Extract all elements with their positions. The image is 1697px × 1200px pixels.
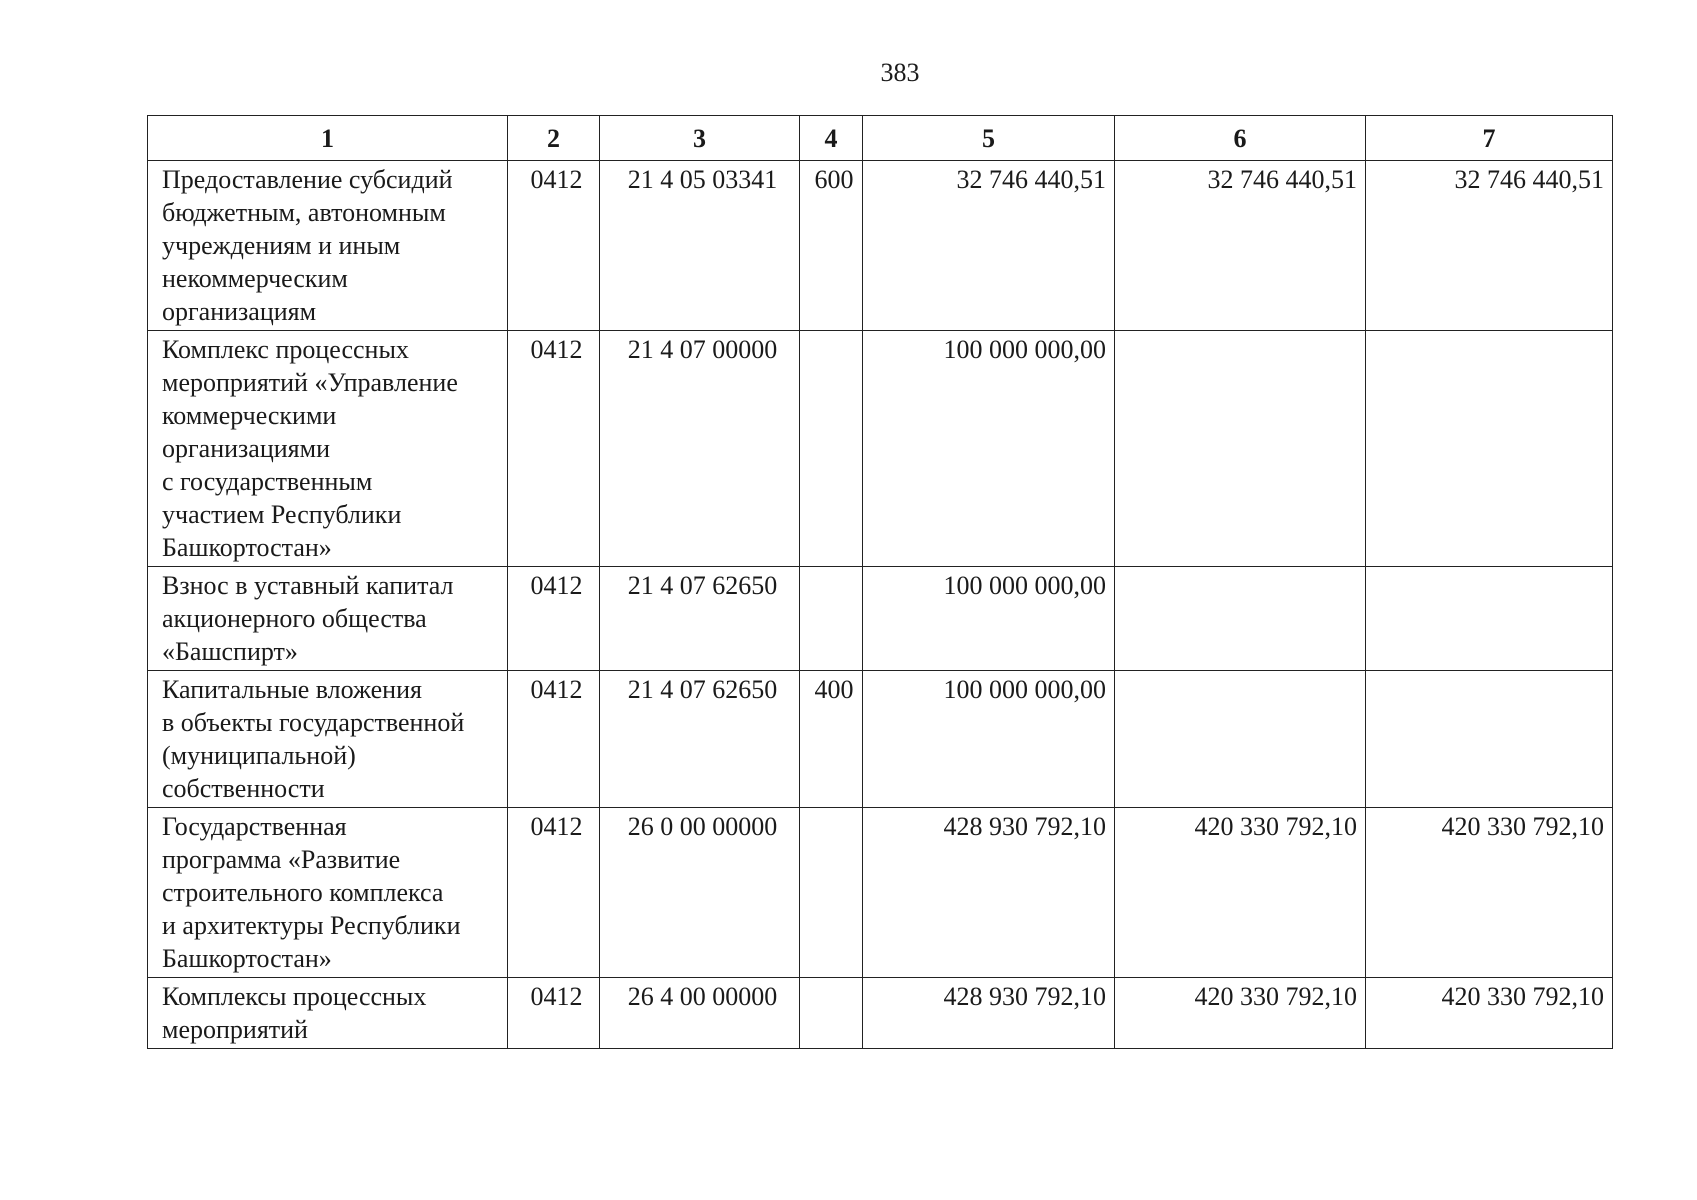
row-amount-col5: 32 746 440,51 [863, 161, 1115, 331]
row-expense-type: 600 [800, 161, 863, 331]
row-amount-col5: 428 930 792,10 [863, 808, 1115, 978]
row-name: Комплексы процессных мероприятий [148, 978, 508, 1049]
row-expense-type [800, 808, 863, 978]
table-row [148, 161, 1613, 331]
row-section-code: 0412 [508, 808, 600, 978]
header-col-6: 6 [1115, 116, 1366, 161]
table-row [148, 331, 1613, 567]
row-amount-col7: 420 330 792,10 [1366, 978, 1613, 1049]
row-amount-col7 [1366, 567, 1613, 671]
budget-table [147, 115, 1613, 1049]
row-target-code: 21 4 07 62650 [600, 567, 800, 671]
row-target-code: 26 0 00 00000 [600, 808, 800, 978]
row-amount-col5: 100 000 000,00 [863, 331, 1115, 567]
header-col-1: 1 [148, 116, 508, 161]
table-row [148, 567, 1613, 671]
row-expense-type: 400 [800, 671, 863, 808]
row-section-code: 0412 [508, 161, 600, 331]
row-name: Государственная программа «Развитие строительного комплекса и архитектуры Республики Башкортостан» [148, 808, 508, 978]
row-amount-col7: 32 746 440,51 [1366, 161, 1613, 331]
row-amount-col6: 420 330 792,10 [1115, 978, 1366, 1049]
row-target-code: 21 4 07 62650 [600, 671, 800, 808]
header-col-3: 3 [600, 116, 800, 161]
table-row [148, 671, 1613, 808]
row-target-code: 21 4 07 00000 [600, 331, 800, 567]
row-target-code: 26 4 00 00000 [600, 978, 800, 1049]
header-col-5: 5 [863, 116, 1115, 161]
row-amount-col5: 100 000 000,00 [863, 671, 1115, 808]
table-row [148, 978, 1613, 1049]
row-amount-col5: 100 000 000,00 [863, 567, 1115, 671]
row-expense-type [800, 331, 863, 567]
row-amount-col5: 428 930 792,10 [863, 978, 1115, 1049]
row-amount-col7 [1366, 331, 1613, 567]
row-amount-col6 [1115, 331, 1366, 567]
row-name: Предоставление субсидий бюджетным, автономным учреждениям и иным некоммерческим организациям [148, 161, 508, 331]
table-row [148, 808, 1613, 978]
row-section-code: 0412 [508, 671, 600, 808]
row-amount-col6: 32 746 440,51 [1115, 161, 1366, 331]
row-section-code: 0412 [508, 978, 600, 1049]
page-number: 383 [880, 58, 920, 87]
row-amount-col7 [1366, 671, 1613, 808]
row-section-code: 0412 [508, 331, 600, 567]
row-amount-col6: 420 330 792,10 [1115, 808, 1366, 978]
header-col-7: 7 [1366, 116, 1613, 161]
row-amount-col6 [1115, 671, 1366, 808]
row-amount-col7: 420 330 792,10 [1366, 808, 1613, 978]
row-amount-col6 [1115, 567, 1366, 671]
row-section-code: 0412 [508, 567, 600, 671]
row-expense-type [800, 978, 863, 1049]
row-name: Капитальные вложения в объекты государственной (муниципальной) собственности [148, 671, 508, 808]
header-row [148, 116, 1613, 161]
row-expense-type [800, 567, 863, 671]
row-name: Взнос в уставный капитал акционерного общества «Башспирт» [148, 567, 508, 671]
header-col-2: 2 [508, 116, 600, 161]
row-name: Комплекс процессных мероприятий «Управление коммерческими организациями с государственным участием Республики Башкортостан» [148, 331, 508, 567]
header-col-4: 4 [800, 116, 863, 161]
row-target-code: 21 4 05 03341 [600, 161, 800, 331]
